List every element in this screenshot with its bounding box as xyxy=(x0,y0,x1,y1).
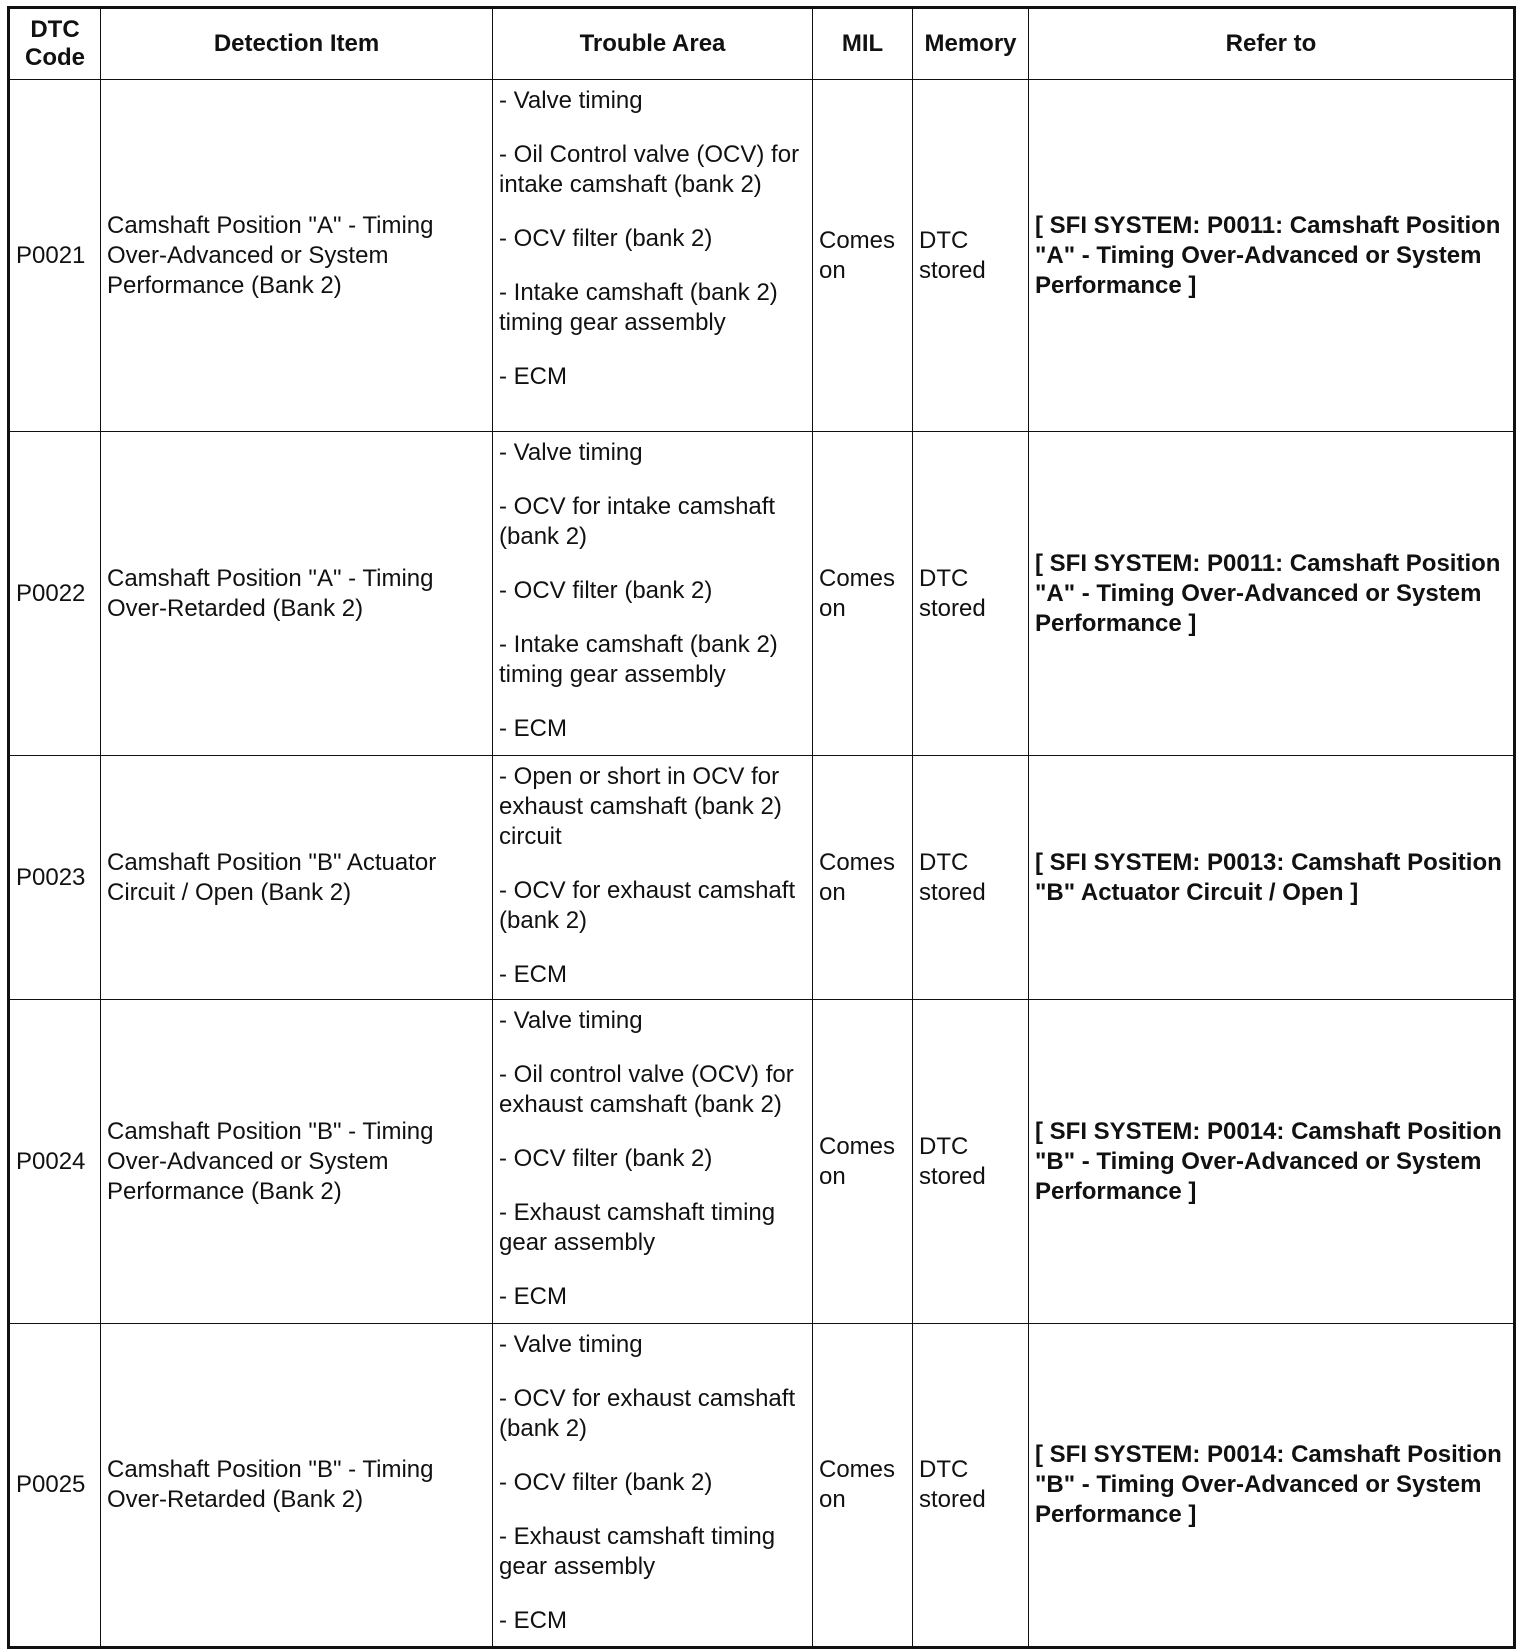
table-row xyxy=(9,1324,1515,1648)
trouble-area-item: - ECM xyxy=(499,1607,567,1634)
refer-to-cell: [ SFI SYSTEM: P0011: Camshaft Position "A" - Timing Over-Advanced or System Performance ] xyxy=(1029,432,1515,756)
trouble-area-item: - OCV for exhaust camshaft (bank 2) xyxy=(499,1385,796,1442)
dtc-code-cell: P0025 xyxy=(9,1324,101,1648)
mil-cell: Comes on xyxy=(813,432,913,756)
detection-item-cell: Camshaft Position "B" - Timing Over-Retarded (Bank 2) xyxy=(101,1324,493,1648)
header-refer-to: Refer to xyxy=(1029,8,1515,80)
header-trouble-area: Trouble Area xyxy=(493,8,813,80)
trouble-area-item: - Valve timing xyxy=(499,1331,643,1358)
table-row xyxy=(9,432,1515,756)
dtc-code-cell: P0023 xyxy=(9,756,101,1000)
trouble-area-item: - OCV filter (bank 2) xyxy=(499,1145,713,1172)
mil-cell: Comes on xyxy=(813,1000,913,1324)
dtc-table xyxy=(7,6,1516,1649)
table-row xyxy=(9,756,1515,1000)
trouble-area-item: - Exhaust camshaft timing gear assembly xyxy=(499,1523,776,1580)
detection-item-cell: Camshaft Position "B" Actuator Circuit / Open (Bank 2) xyxy=(101,756,493,1000)
trouble-area-item: - Valve timing xyxy=(499,87,643,114)
memory-cell: DTC stored xyxy=(913,1324,1029,1648)
header-mil: MIL xyxy=(813,8,913,80)
table-body xyxy=(9,80,1515,1648)
table-header-row xyxy=(9,8,1515,80)
table-row xyxy=(9,1000,1515,1324)
dtc-code-cell: P0024 xyxy=(9,1000,101,1324)
trouble-area-cell xyxy=(493,1324,813,1648)
trouble-area-item: - Open or short in OCV for exhaust camshaft (bank 2) circuit xyxy=(499,763,782,850)
memory-cell: DTC stored xyxy=(913,432,1029,756)
mil-cell: Comes on xyxy=(813,756,913,1000)
memory-cell: DTC stored xyxy=(913,80,1029,432)
mil-cell: Comes on xyxy=(813,1324,913,1648)
trouble-area-item: - ECM xyxy=(499,1283,567,1310)
trouble-area-cell xyxy=(493,80,813,432)
trouble-area-item: - Exhaust camshaft timing gear assembly xyxy=(499,1199,776,1256)
table-row xyxy=(9,80,1515,432)
trouble-area-item: - Valve timing xyxy=(499,1007,643,1034)
refer-to-cell: [ SFI SYSTEM: P0014: Camshaft Position "B" - Timing Over-Advanced or System Performance ] xyxy=(1029,1000,1515,1324)
trouble-area-cell xyxy=(493,756,813,1000)
trouble-area-item: - Oil control valve (OCV) for exhaust camshaft (bank 2) xyxy=(499,1061,794,1118)
trouble-area-item: - ECM xyxy=(499,961,567,988)
trouble-area-item: - Intake camshaft (bank 2) timing gear assembly xyxy=(499,279,778,336)
header-memory: Memory xyxy=(913,8,1029,80)
trouble-area-item: - OCV for exhaust camshaft (bank 2) xyxy=(499,877,796,934)
trouble-area-item: - OCV filter (bank 2) xyxy=(499,225,713,252)
trouble-area-item: - OCV for intake camshaft (bank 2) xyxy=(499,493,776,550)
mil-cell: Comes on xyxy=(813,80,913,432)
refer-to-cell: [ SFI SYSTEM: P0011: Camshaft Position "A" - Timing Over-Advanced or System Performance ] xyxy=(1029,80,1515,432)
detection-item-cell: Camshaft Position "A" - Timing Over-Advanced or System Performance (Bank 2) xyxy=(101,80,493,432)
detection-item-cell: Camshaft Position "A" - Timing Over-Retarded (Bank 2) xyxy=(101,432,493,756)
trouble-area-cell xyxy=(493,1000,813,1324)
trouble-area-item: - Valve timing xyxy=(499,439,643,466)
trouble-area-item: - OCV filter (bank 2) xyxy=(499,1469,713,1496)
dtc-code-cell: P0021 xyxy=(9,80,101,432)
refer-to-cell: [ SFI SYSTEM: P0013: Camshaft Position "B" Actuator Circuit / Open ] xyxy=(1029,756,1515,1000)
memory-cell: DTC stored xyxy=(913,756,1029,1000)
trouble-area-item: - Intake camshaft (bank 2) timing gear assembly xyxy=(499,631,778,688)
detection-item-cell: Camshaft Position "B" - Timing Over-Advanced or System Performance (Bank 2) xyxy=(101,1000,493,1324)
trouble-area-item: - OCV filter (bank 2) xyxy=(499,577,713,604)
trouble-area-item: - ECM xyxy=(499,363,567,390)
refer-to-cell: [ SFI SYSTEM: P0014: Camshaft Position "B" - Timing Over-Advanced or System Performance ] xyxy=(1029,1324,1515,1648)
trouble-area-cell xyxy=(493,432,813,756)
memory-cell: DTC stored xyxy=(913,1000,1029,1324)
trouble-area-item: - Oil Control valve (OCV) for intake camshaft (bank 2) xyxy=(499,141,800,198)
trouble-area-item: - ECM xyxy=(499,715,567,742)
dtc-code-cell: P0022 xyxy=(9,432,101,756)
header-detection-item: Detection Item xyxy=(101,8,493,80)
header-dtc-code: DTC Code xyxy=(9,8,101,80)
